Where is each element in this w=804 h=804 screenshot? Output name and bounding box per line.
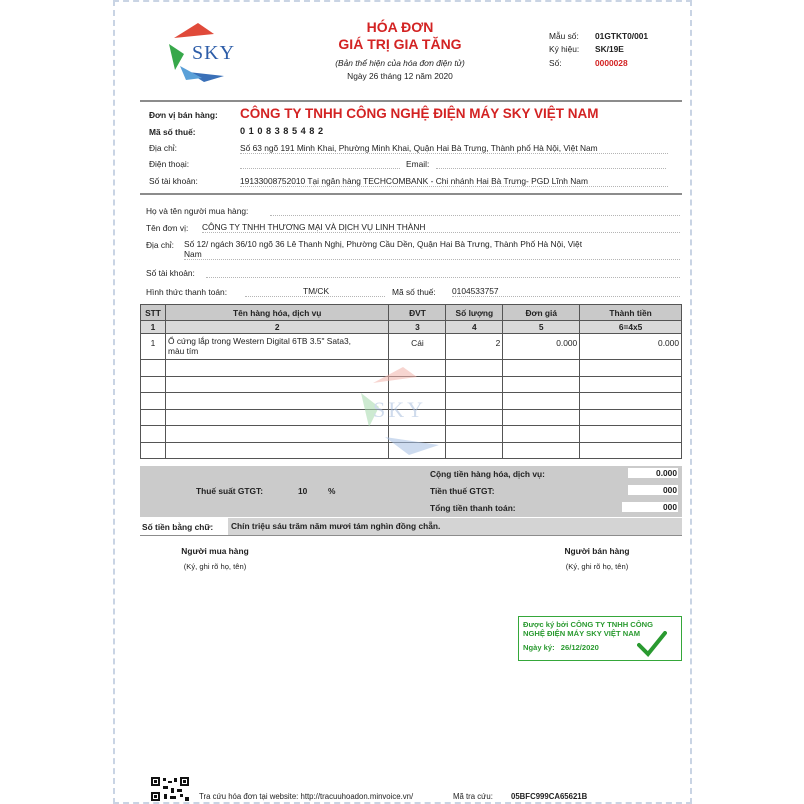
- title-subtitle: (Bản thể hiện của hóa đơn điện tử): [335, 58, 465, 68]
- col-number: 2: [165, 321, 389, 334]
- form-value: 01GTKT0/001: [595, 31, 649, 41]
- symbol-value: SK/19E: [595, 44, 624, 54]
- seller-email-line: [436, 168, 666, 169]
- buyer-address-label: Địa chỉ:: [146, 240, 174, 250]
- buyer-person-label: Họ và tên người mua hàng:: [146, 206, 249, 216]
- buyer-payment: TM/CK: [245, 286, 385, 297]
- col-number: 6=4x5: [580, 321, 682, 334]
- vat-label: Tiền thuế GTGT:: [430, 486, 495, 496]
- buyer-address-line2: Nam: [184, 249, 680, 260]
- symbol-label: Ký hiệu:: [549, 44, 580, 54]
- row-price: 0.000: [503, 334, 580, 360]
- goods-label: Cộng tiền hàng hóa, dịch vụ:: [430, 469, 545, 479]
- footer-code-label: Mã tra cứu:: [453, 792, 493, 801]
- buyer-sign-note: (Ký, ghi rõ họ, tên): [183, 562, 247, 571]
- buyer-tax-label: Mã số thuế:: [392, 287, 436, 297]
- divider: [140, 100, 682, 102]
- buyer-sign-title: Người mua hàng: [181, 546, 249, 556]
- logo-text: SKY: [192, 42, 236, 64]
- seller-sign-title: Người bán hàng: [564, 546, 630, 556]
- buyer-person-line: [270, 215, 680, 216]
- buyer-address-line1: Số 12/ ngách 36/10 ngõ 36 Lê Thanh Nghị, Phường Cầu Dền, Quận Hai Bà Trưng, Thành Phố Hà Nội, Việt: [184, 239, 583, 249]
- col-header-qty: Số lượng: [446, 305, 503, 321]
- buyer-unit: CÔNG TY TNHH THƯƠNG MẠI VÀ DỊCH VỤ LINH THÀNH: [202, 222, 680, 233]
- footer-code: 05BFC999CA65621B: [511, 792, 588, 801]
- buyer-tax: 0104533757: [452, 286, 680, 297]
- vat-rate-label: Thuế suất GTGT:: [196, 486, 263, 496]
- seller-phone-line: [240, 168, 400, 169]
- svg-text:SKY: SKY: [373, 397, 427, 422]
- stamp-line1: Được ký bởi CÔNG TY TNHH CÔNG: [523, 620, 654, 629]
- number-label: Số:: [549, 58, 562, 68]
- stamp-line2: NGHỆ ĐIỆN MÁY SKY VIỆT NAM: [523, 629, 641, 639]
- buyer-account-label: Số tài khoản:: [146, 268, 195, 278]
- total-value: 000: [622, 502, 678, 512]
- divider: [140, 535, 682, 536]
- vat-rate: 10: [298, 486, 308, 496]
- buyer-address: [184, 239, 680, 260]
- seller-sign-note: (Ký, ghi rõ họ, tên): [565, 562, 629, 571]
- row-name-line2: màu tím: [167, 346, 199, 356]
- row-qty: 2: [446, 334, 503, 360]
- title-line1: HÓA ĐƠN: [366, 19, 434, 35]
- seller-tax-label: Mã số thuế:: [149, 127, 196, 137]
- col-header-stt: STT: [141, 305, 166, 321]
- stamp-date-label: Ngày ký:: [523, 642, 555, 652]
- totals-vat-row: [140, 483, 682, 500]
- col-number: 3: [389, 321, 446, 334]
- words-value: Chín triệu sáu trăm năm mươi tám nghìn đồng chẵn.: [228, 518, 682, 535]
- buyer-account-line: [206, 277, 680, 278]
- seller-name: CÔNG TY TNHH CÔNG NGHỆ ĐIỆN MÁY SKY VIỆT NAM: [240, 106, 599, 121]
- col-number: 1: [141, 321, 166, 334]
- seller-phone-label: Điện thoại:: [149, 159, 190, 169]
- buyer-payment-label: Hình thức thanh toán:: [146, 287, 228, 297]
- total-label: Tổng tiền thanh toán:: [430, 503, 516, 513]
- divider: [140, 193, 682, 195]
- invoice-date: Ngày 26 tháng 12 năm 2020: [347, 71, 453, 81]
- sky-watermark-icon: [355, 365, 451, 457]
- seller-tax: 0 1 0 8 3 8 5 4 8 2: [240, 126, 324, 136]
- col-number: 5: [503, 321, 580, 334]
- footer-lookup-text: Tra cứu hóa đơn tại website: http://tracuuhoadon.minvoice.vn/: [199, 792, 414, 801]
- col-header-amount: Thành tiền: [580, 305, 682, 321]
- seller-name-label: Đơn vị bán hàng:: [149, 110, 218, 120]
- row-name: [165, 334, 389, 360]
- title-line2: GIÁ TRỊ GIA TĂNG: [338, 36, 462, 52]
- col-header-unit: ĐVT: [389, 305, 446, 321]
- vat-value: 000: [628, 485, 678, 495]
- totals-goods-row: [140, 466, 682, 483]
- table-row: [141, 334, 682, 360]
- seller-address-label: Địa chỉ:: [149, 143, 177, 153]
- seller-account-label: Số tài khoản:: [149, 176, 198, 186]
- row-amount: 0.000: [580, 334, 682, 360]
- checkmark-icon: [637, 631, 667, 657]
- seller-email-label: Email:: [406, 159, 430, 169]
- row-stt: 1: [141, 334, 166, 360]
- row-name-line1: Ổ cứng lắp trong Western Digital 6TB 3.5" Sata3,: [167, 336, 351, 346]
- digital-signature-stamp: [518, 616, 682, 661]
- words-label: Số tiền bằng chữ:: [142, 522, 214, 532]
- col-number: 4: [446, 321, 503, 334]
- vat-pct: %: [328, 486, 336, 496]
- seller-address: Số 63 ngõ 191 Minh Khai, Phường Minh Khai, Quận Hai Bà Trưng, Thành phố Hà Nội, Việt Nam: [240, 143, 668, 154]
- stamp-date: 26/12/2020: [560, 642, 599, 652]
- buyer-unit-label: Tên đơn vị:: [146, 223, 189, 233]
- number-value: 0000028: [595, 58, 628, 68]
- qr-code-icon: [150, 776, 190, 802]
- col-header-price: Đơn giá: [503, 305, 580, 321]
- totals-total-row: [140, 500, 682, 517]
- col-header-name: Tên hàng hóa, dịch vụ: [165, 305, 389, 321]
- goods-value: 0.000: [628, 468, 678, 478]
- row-unit: Cái: [389, 334, 446, 360]
- seller-account: 19133008752010 Tại ngân hàng TECHCOMBANK - Chi nhánh Hai Bà Trưng- PGD Lĩnh Nam: [240, 176, 668, 187]
- form-label: Mẫu số:: [549, 31, 579, 41]
